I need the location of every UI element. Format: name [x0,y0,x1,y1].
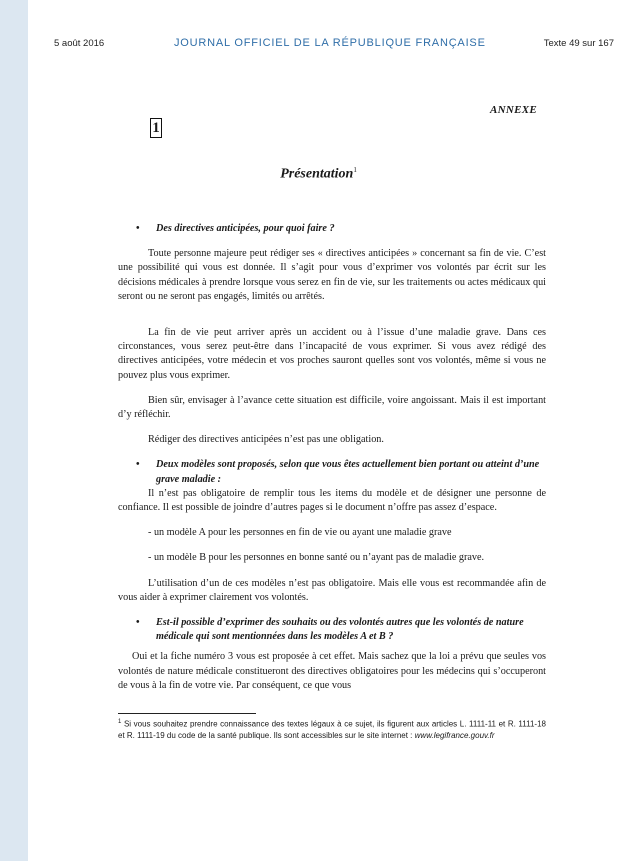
question-text: Deux modèles sont proposés, selon que vous êtes actuellement bien portant ou atteint d’une grave maladie : [156,459,540,485]
page-margin-strip [0,0,28,861]
question-heading [118,458,546,486]
bullet-icon: • [136,617,140,629]
paragraph: Rédiger des directives anticipées n’est pas une obligation. [148,434,384,446]
paragraph: Toute personne majeure peut rédiger ses « directives anticipées » concernant sa fin de vie. C’est une possibilité qui vous est donnée. Il s’agit pour vous d’exprimer vos volontés par écrit sur les décisions médicales à prendre lorsque vous serez en fin de vie, sur les traitements ou actes médicaux qui seront ou ne seront pas engagés, limités ou arrêtés. [118,248,546,302]
page-title [0,166,637,183]
document-body [118,222,546,693]
website-link[interactable]: www.legifrance.gouv.fr [414,731,495,741]
text-number: Texte 49 sur 167 [543,38,614,49]
question-text: Est-il possible d’exprimer des souhaits ou des volontés autres que les volontés de nature médicale qui sont mentionnées dans les modèles A et B ? [156,617,524,643]
footnote [118,717,546,742]
page-header [54,38,614,52]
header-date: 5 août 2016 [54,38,105,49]
page-title-text: Présentation [280,166,354,182]
question-heading [118,222,546,236]
question-text: Des directives anticipées, pour quoi faire ? [156,223,335,234]
footnote-divider [118,713,256,714]
list-item: - un modèle A pour les personnes en fin de vie ou ayant une maladie grave [148,527,452,539]
boxed-number: 1 [150,118,162,138]
paragraph: Il n’est pas obligatoire de remplir tous les items du modèle et de désigner une personne de confiance. Il est possible de joindre d’autres pages si le document n’offre pas assez d’espace. [118,487,546,514]
footnote-mark: 1 [118,719,122,725]
question-heading [118,616,546,644]
annexe-label: ANNEXE [489,104,537,116]
footnote-text: Si vous souhaitez prendre connaissance des textes légaux à ce sujet, ils figurent aux articles L. 1111-11 et R. 1111-18 et R. 1111-19 du code de la santé publique. Ils sont accessibles sur le site internet : [118,719,546,741]
paragraph: La fin de vie peut arriver après un accident ou à l’issue d’une maladie grave. Dans ces circonstances, vous serez peut-être dans l’incapacité de vous exprimer. Si vous avez rédigé des directives anticipées, votre médecin et vos proches sauront quelles sont vos volontés, même si vous ne pouvez plus vous exprimer. [118,327,546,381]
bullet-icon: • [136,223,140,234]
journal-title: JOURNAL OFFICIEL DE LA RÉPUBLIQUE FRANÇAISE [174,37,486,49]
bullet-icon: • [136,459,140,471]
paragraph: Oui et la fiche numéro 3 vous est proposée à cet effet. Mais sachez que la loi a prévu que seules vos volontés de nature médicale constitueront des directives obligatoires pour les médecins qui s’occuperont de vous à la fin de votre vie. Par conséquent, ce que vous [118,651,546,691]
title-footnote-mark: 1 [353,166,357,174]
paragraph: Bien sûr, envisager à l’avance cette situation est difficile, voire angoissant. Mais il est important d’y réfléchir. [118,394,546,421]
paragraph: L’utilisation d’un de ces modèles n’est pas obligatoire. Mais elle vous est recommandée afin de vous aider à exprimer clairement vos volontés. [118,577,546,603]
list-item: - un modèle B pour les personnes en bonne santé ou n’ayant pas de maladie grave. [148,552,485,564]
